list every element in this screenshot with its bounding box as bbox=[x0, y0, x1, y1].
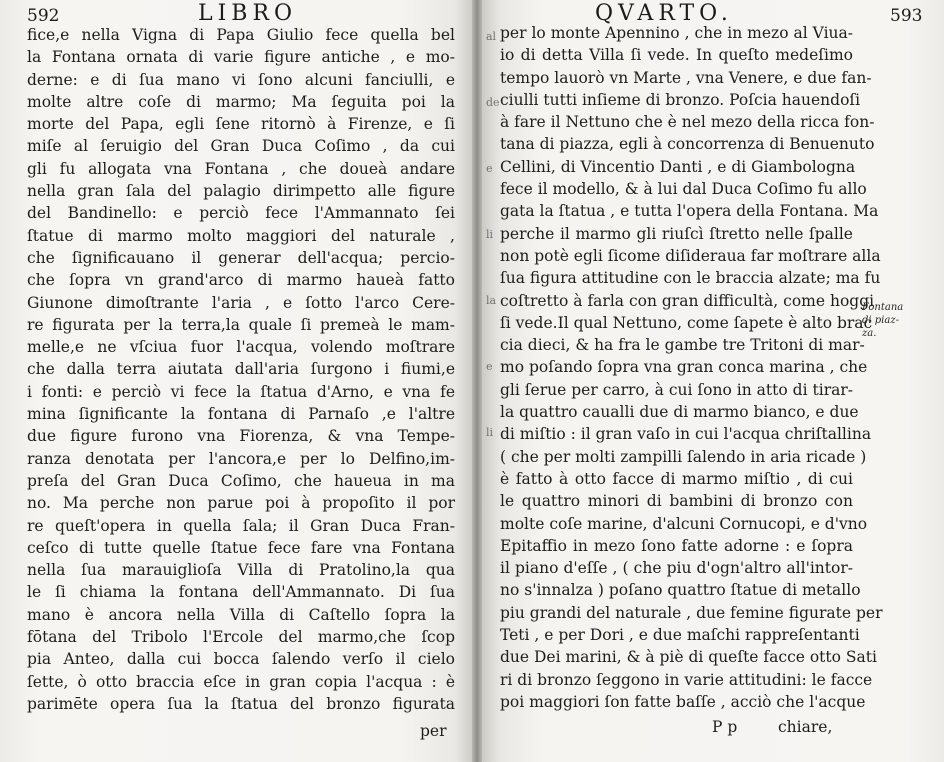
text-line: melle,e ne vſciua fuor l'acqua, volendo moſtrare bbox=[27, 338, 455, 357]
text-line: mina ſignificante la fontana di Parnaſo ,e l'altre bbox=[27, 405, 455, 424]
text-line: no. Ma perche non parue poi à propoſito il por bbox=[27, 494, 455, 513]
right-text-block bbox=[500, 22, 883, 713]
signature-mark: P p bbox=[712, 718, 738, 736]
text-line: le ſi chiama la fontana dell'Ammannato. Di ſua bbox=[27, 583, 455, 602]
text-line: molte altre coſe di marmo; Ma ſeguita poi la bbox=[27, 92, 455, 111]
text-line: nella ſua marauiglioſa Villa di Pratolino,la qua bbox=[27, 561, 455, 580]
text-line: mo poſando ſopra vna gran conca marina , che bbox=[500, 358, 868, 377]
margin-note-line: za. bbox=[862, 328, 877, 339]
text-line: à fare il Nettuno che è nel mezo della ricca fon- bbox=[500, 113, 875, 132]
book-gutter bbox=[472, 0, 482, 762]
text-line: morte del Papa, egli ſene ritornò à Firenze, e ſi bbox=[27, 115, 455, 134]
margin-note bbox=[862, 301, 903, 340]
text-line: pia Anteo, dalla cui bocca ſalendo verſo il cielo bbox=[27, 650, 455, 669]
text-line: il piano d'eſſe , ( che piu d'ogn'altro all'intor- bbox=[500, 559, 853, 578]
catchword: per bbox=[420, 722, 447, 740]
bleed-fragment: de bbox=[486, 96, 500, 109]
right-page bbox=[482, 0, 944, 762]
text-line: ranza denotata per l'ancora,e per lo Delfino,im- bbox=[27, 449, 455, 468]
text-line: ſi vede.Il qual Nettuno, come ſapete è alto brac bbox=[500, 313, 873, 332]
text-line: Giunone dimoſtrante l'aria , e ſotto l'arco Cere- bbox=[27, 293, 455, 312]
text-line: fece il modello, & à lui dal Duca Coſimo fu allo bbox=[500, 180, 867, 199]
text-line: di miſtio : il gran vaſo in cui l'acqua chriſtallina bbox=[500, 425, 872, 444]
text-line: fice,e nella Vigna di Papa Giulio fece quella bel bbox=[27, 26, 455, 44]
text-line: nella gran ſala del palagio dirimpetto alle figure bbox=[27, 182, 455, 201]
text-line: la Fontana ornata di varie figure antiche , e mo- bbox=[27, 48, 455, 67]
text-line: gli fu allogata vna Fontana , che doueà andare bbox=[27, 159, 455, 178]
bleed-fragment: al bbox=[486, 30, 497, 43]
text-line: fōtana del Tribolo l'Ercole del marmo,che ſcop bbox=[27, 628, 455, 647]
bleed-fragment: e bbox=[486, 162, 493, 175]
text-line: del Bandinello: e perciò fece l'Ammannato ſei bbox=[27, 204, 455, 223]
text-line: ( che per molti zampilli ſalendo in aria ricade ) bbox=[500, 447, 867, 466]
text-line: io di detta Villa ſi vede. In queſto medeſimo bbox=[500, 46, 853, 65]
text-line: perche il marmo gli riuſcì ſtretto nelle ſpalle bbox=[500, 224, 853, 243]
text-line: mano è ancora nella Villa di Caſtello ſopra la bbox=[27, 605, 455, 624]
text-line: ſua figura attitudine con le braccia alzate; ma fu bbox=[500, 269, 881, 288]
text-line: Epitaffio in mezo ſono fatte adorne : e ſopra bbox=[500, 536, 853, 555]
bleed-fragment: li bbox=[486, 426, 494, 439]
text-line: due Dei marini, & à piè di queſte facce otto Sati bbox=[500, 648, 877, 667]
margin-note-line: Fontana bbox=[862, 302, 904, 313]
text-line: le quattro minori di bambini di bronzo con bbox=[500, 492, 853, 511]
margin-note-line: di piaz- bbox=[862, 315, 899, 326]
text-line: ſtatue di marmo molto maggiori del naturale , bbox=[27, 226, 455, 245]
text-line: due figure furono vna Fiorenza, & vna Tempe- bbox=[27, 427, 455, 446]
text-line: i fonti: e perciò vi fece la ſtatua d'Arno, e vna fe bbox=[27, 382, 455, 401]
text-line: molte coſe marine, d'alcuni Cornucopi, e d'vno bbox=[500, 514, 868, 533]
text-line: ſette, ò otto braccia eſce in gran copia l'acqua : è bbox=[27, 672, 455, 691]
bleed-fragment: e bbox=[486, 360, 493, 373]
text-line: gli ſerue per carro, à cui ſono in atto di tirar- bbox=[500, 380, 853, 399]
page-number: 592 bbox=[27, 6, 60, 26]
text-line: è fatto à otto facce di marmo miſtio , di cui bbox=[500, 469, 853, 488]
text-line: che ſignificauano il generar dell'acqua; percio- bbox=[27, 248, 455, 267]
text-line: no s'innalza ) poſano quattro ſtatue di metallo bbox=[500, 581, 861, 600]
bleed-fragment: la bbox=[486, 294, 497, 307]
text-line: parimēte opera ſua la ſtatua del bronzo figurata bbox=[27, 694, 455, 713]
text-line: ceſco di tutte quelle ſtatue fece fare vna Fontana bbox=[27, 538, 455, 557]
text-line: tempo lauorò vn Marte , vna Venere, e due fan- bbox=[500, 68, 872, 87]
catchword: chiare, bbox=[778, 718, 833, 736]
text-line: Cellini, di Vincentio Danti , e di Giambologna bbox=[500, 157, 856, 176]
text-line: ri di bronzo ſeggono in varie attitudini: le facce bbox=[500, 670, 873, 689]
text-line: tana di piazza, egli à concorrenza di Benuenuto bbox=[500, 135, 875, 154]
text-line: Teti , e per Dori , e due maſchi rappreſentanti bbox=[500, 626, 860, 645]
text-line: che ſopra vn grand'arco di marmo haueà fatto bbox=[27, 271, 455, 290]
text-line: piu grandi del naturale , due femine figurate per bbox=[500, 603, 883, 622]
text-line: coſtretto à farla con gran difficultà, come hoggi bbox=[500, 291, 875, 310]
text-line: gata la ſtatua , e tutta l'opera della Fontana. Ma bbox=[500, 202, 879, 221]
left-text-block bbox=[27, 24, 455, 715]
text-line: preſa del Gran Duca Coſimo, che haueua in ma bbox=[27, 471, 455, 490]
text-line: derne: e di ſua mano vi ſono alcuni fanciulli, e bbox=[27, 70, 455, 89]
text-line: ciulli tutti inſieme di bronzo. Poſcia hauendoſi bbox=[500, 90, 861, 109]
text-line: poi maggiori ſon fatte baſſe , acciò che l'acque bbox=[500, 692, 866, 711]
text-line: miſe al ſeruigio del Gran Duca Coſimo , da cui bbox=[27, 137, 455, 156]
text-line: per lo monte Apennino , che in mezo al Viua- bbox=[500, 24, 853, 42]
bleed-fragment: li bbox=[486, 228, 494, 241]
text-line: la quattro caualli due di marmo bianco, e due bbox=[500, 403, 859, 422]
running-head: QVARTO. bbox=[595, 1, 733, 26]
text-line: non potè egli ſicome diſideraua far moſtrare alla bbox=[500, 246, 881, 265]
text-line: cia dieci, & ha fra le gambe tre Tritoni di mar- bbox=[500, 336, 865, 355]
text-line: re figurata per la terra,la quale ſi premeà le mam- bbox=[27, 315, 455, 334]
running-head: LIBRO bbox=[198, 1, 298, 26]
text-line: che dalla terra aiutata dall'aria ſurgono i fiumi,e bbox=[27, 360, 455, 379]
page-number: 593 bbox=[890, 6, 923, 26]
text-line: re queſt'opera in quella ſala; il Gran Duca Fran- bbox=[27, 516, 455, 535]
